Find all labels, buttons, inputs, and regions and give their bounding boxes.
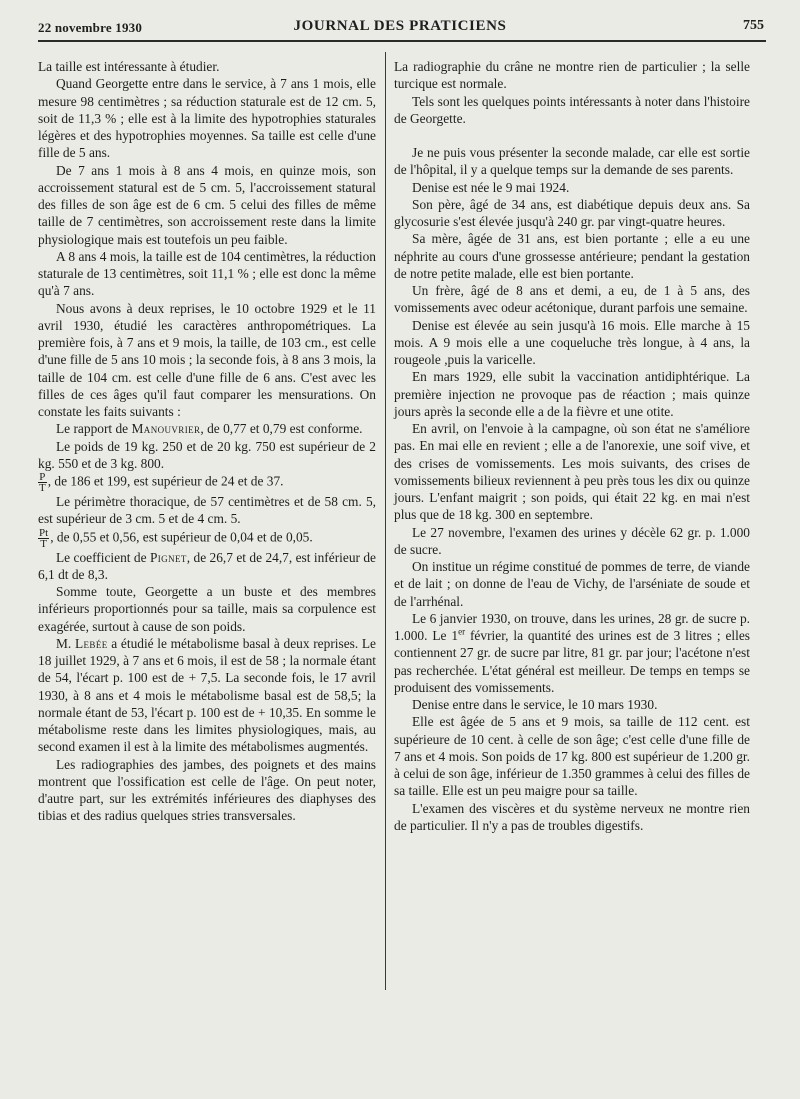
paragraph: L'examen des viscères et du système nerveux ne montre rien de particulier. Il n'y a pas de troubles digestifs. bbox=[394, 800, 750, 833]
right-column bbox=[394, 58, 750, 834]
paragraph: La radiographie du crâne ne montre rien de particulier ; la selle turcique est normale. bbox=[394, 59, 750, 92]
paragraph: Le 27 novembre, l'examen des urines y décèle 62 gr. p. 1.000 de sucre. bbox=[394, 524, 750, 557]
paragraph: De 7 ans 1 mois à 8 ans 4 mois, en quinze mois, son accroissement statural est de 5 cm. 5, l'accroissement statural des filles de son âge est de 6 cm. 5 celui des filles de même taille de 7 centimètres, son accroissement reste dans la limite physiologique mais est toutefois un peu faible. bbox=[38, 162, 376, 247]
paragraph: Quand Georgette entre dans le service, à 7 ans 1 mois, elle mesure 98 centimètres ; sa réduction staturale est de 12 cm. 5, soit de 11,3 % ; elle est à la limite des hypotrophies staturales légères et des hypotrophies moyennes. Sa taille est celle d'une fille de 5 ans. bbox=[38, 76, 376, 161]
journal-title: JOURNAL DES PRATICIENS bbox=[293, 18, 507, 34]
page-header bbox=[24, 14, 776, 40]
paragraph: On institue un régime constitué de pommes de terre, de viande et de lait ; on donne de l'eau de Vichy, de l'arséniate de soude et de l'arrhénal. bbox=[394, 559, 750, 609]
paragraph: Denise est née le 9 mai 1924. bbox=[412, 179, 570, 195]
author-name: Pignet bbox=[149, 549, 187, 565]
paragraph: En avril, on l'envoie à la campagne, où son état ne s'améliore pas. En mai elle en revient ; elle a de l'anorexie, une soif vive, et des crises de vomissements. Les mois suivants, des crises de vomissements bilieux reviennent à peu près tous les dix ou quinze jours. L'enfant maigrit ; son poids, qui était 22 kg. en mai n'est plus que de 18 kg. 300 en septembre. bbox=[394, 421, 750, 523]
author-name: Manouvrier bbox=[131, 421, 201, 437]
left-column bbox=[38, 58, 376, 825]
paragraph: M. Lebée a étudié le métabolisme basal à deux reprises. Le 18 juillet 1929, à 7 ans et 6 mois, il est de 58 ; la normale étant de 54, l'écart p. 100 est de + 7,5. La seconde fois, le 17 avril 1930, à 8 ans et 4 mois le métabolisme basal est de 58,5; la normale étant de 53, l'écart p. 100 est de + 10,35. En somme le métabolisme reste dans les limites physiologiques, mais, au second examen il est à la limite des métabolismes augmentés. bbox=[38, 635, 377, 755]
paragraph: Les radiographies des jambes, des poignets et des mains montrent que l'ossification est celle de l'âge. On peut noter, d'autre part, sur les extrémités inférieures des diaphyses des tibias et des radius quelques stries transversales. bbox=[38, 756, 376, 824]
paragraph: Denise est élevée au sein jusqu'à 16 mois. Elle marche à 15 mois. A 9 mois elle a une coqueluche très longue, à 4 ans, la rougeole ,puis la varicelle. bbox=[394, 317, 750, 367]
paragraph: Tels sont les quelques points intéressants à noter dans l'histoire de Georgette. bbox=[394, 93, 750, 126]
paragraph: La taille est intéressante à étudier. bbox=[38, 59, 220, 74]
paragraph: Elle est âgée de 5 ans et 9 mois, sa taille de 112 cent. est supérieure de 10 cent. à celle de son âge; c'est celle d'une fille de 7 ans et 4 mois. Son poids de 17 kg. 800 est supérieur de 1.200 gr. à celui de son âge, inférieur de 1.350 grammes à celui des filles de sa taille. Elle est un peu maigre pour sa taille. bbox=[394, 714, 750, 799]
page-number: 755 bbox=[743, 18, 764, 33]
fraction-pt-over-t: $\frac{Pt}{T}$ bbox=[39, 526, 49, 550]
paragraph: Le poids de 19 kg. 250 et de 20 kg. 750 est supérieur de 2 kg. 550 et de 3 kg. 800. bbox=[38, 438, 376, 471]
header-rule bbox=[38, 40, 766, 42]
section-gap bbox=[394, 127, 750, 144]
issue-date: 22 novembre 1930 bbox=[38, 20, 143, 35]
paragraph: Un frère, âgé de 8 ans et demi, a eu, de 1 à 5 ans, des vomissements avec odeur acétonique, durant parfois une semaine. bbox=[394, 283, 750, 316]
paragraph: Le rapport de Manouvrier, de 0,77 et 0,79 est conforme. bbox=[56, 421, 363, 437]
paragraph: Denise entre dans le service, le 10 mars 1930. bbox=[412, 697, 658, 712]
paragraph: Je ne puis vous présenter la seconde malade, car elle est sortie de l'hôpital, il y a quelque temps sur la demande de ses parents. bbox=[394, 145, 750, 178]
paragraph: Le périmètre thoracique, de 57 centimètres et de 58 cm. 5, est supérieur de 3 cm. 5 et de 4 cm. 5. bbox=[38, 494, 376, 527]
paragraph: Le coefficient de Pignet, de 26,7 et de 24,7, est inférieur de 6,1 dt de 8,3. bbox=[38, 549, 376, 582]
paragraph: Son père, âgé de 34 ans, est diabétique depuis deux ans. Sa glycosurie s'est élevée jusqu'à 240 gr. par vingt-quatre heures. bbox=[394, 196, 750, 229]
paragraph: Le 6 janvier 1930, on trouve, dans les urines, 28 gr. de sucre p. 1.000. Le 1er février, la quantité des urines est de 3 litres ; elles contiennent 27 gr. de sucre par litre, 81 gr. par jour; l'acétone n'est pas recherchée. L'état général est meilleur. De temps en temps se produisent des vomissements. bbox=[394, 610, 750, 695]
paragraph: En mars 1929, elle subit la vaccination antidiphtérique. La première injection ne provoque pas de réaction ; mais quinze jours après la seconde elle a de la fièvre et une otite. bbox=[394, 369, 750, 419]
paragraph: $\frac{P}{T}$ , de 186 et 199, est supérieur de 24 et de 37. bbox=[39, 471, 284, 494]
paragraph: A 8 ans 4 mois, la taille est de 104 centimètres, la réduction staturale de 13 centimètres, soit 11,1 % ; elle est donc la même qu'à 7 ans. bbox=[38, 248, 376, 299]
paragraph: $\frac{Pt}{T}$ , de 0,55 et 0,56, est supérieur de 0,04 et de 0,05. bbox=[39, 526, 313, 550]
paragraph: Sa mère, âgée de 31 ans, est bien portante ; elle a eu une néphrite au cours d'une grossesse antérieure; pendant la gestation de notre petite malade, elle est bien portante. bbox=[394, 231, 750, 281]
fraction-p-over-t: $\frac{P}{T}$ bbox=[39, 471, 46, 494]
column-divider bbox=[385, 52, 386, 990]
author-name: Lebée bbox=[74, 635, 108, 651]
paragraph: Somme toute, Georgette a un buste et des membres inférieurs proportionnés pour sa taille, mais sa corpulence est exagérée, surtout à cause de son poids. bbox=[38, 584, 376, 634]
paragraph: Nous avons à deux reprises, le 10 octobre 1929 et le 11 avril 1930, étudié les caractères anthropométriques. La première fois, à 7 ans et 9 mois, la taille, de 103 cm., est celle d'une fille de 5 ans 10 mois ; la seconde fois, à 8 ans 3 mois, la taille de 104 cm. est celle d'une fille de 6 ans. C'est avec les filles de ces âges qu'il faut comparer les mensurations. On constate les faits suivants : bbox=[38, 300, 376, 419]
